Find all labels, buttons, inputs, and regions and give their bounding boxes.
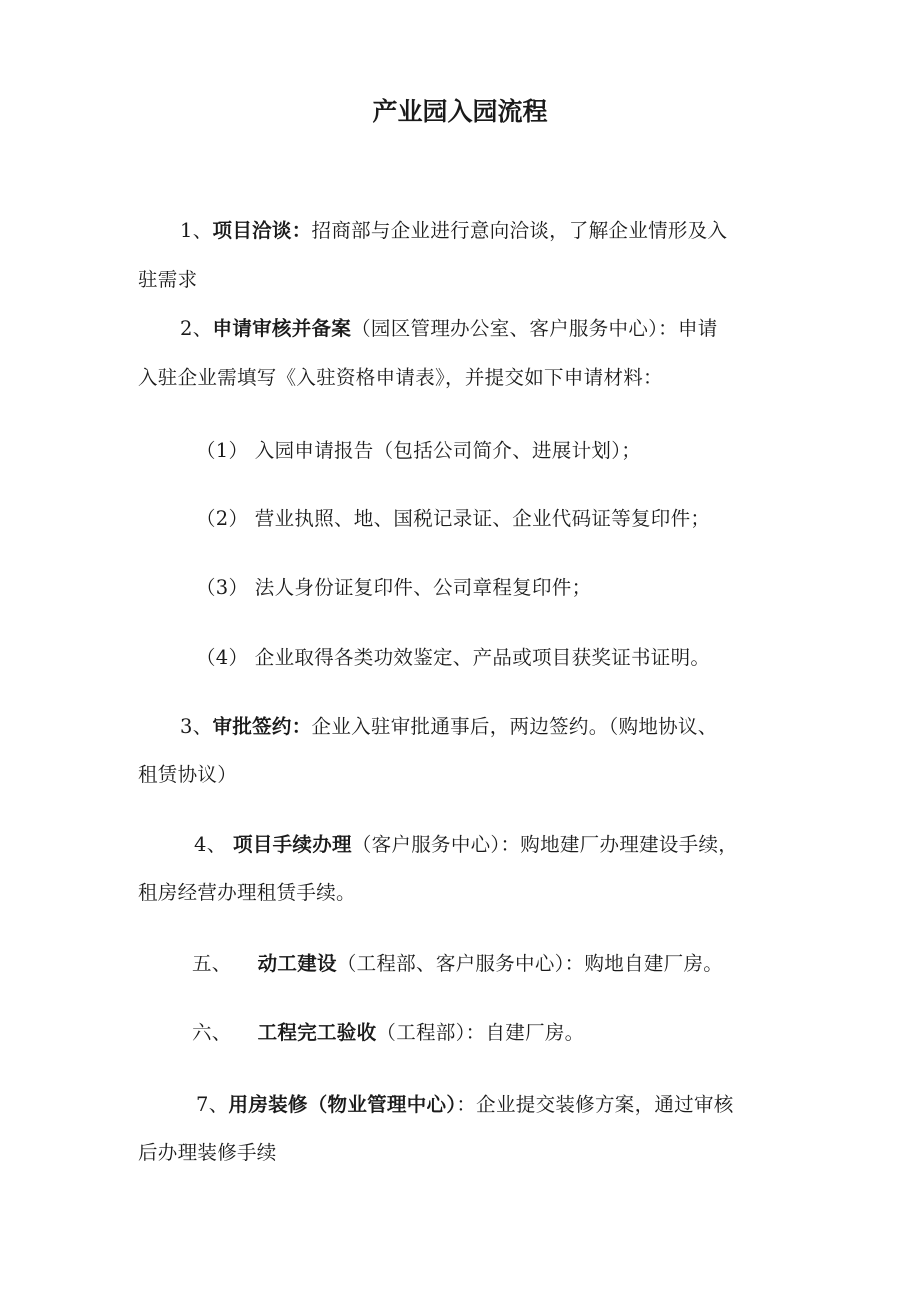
step-4-text: （客户服务中心）：购地建厂办理建设手续， (351, 833, 739, 856)
step-2-text: （园区管理办公室、客户服务中心）：申请 (351, 317, 718, 340)
step-3-line-1 (180, 704, 850, 750)
step-3-heading: 审批签约： (212, 715, 312, 738)
step-5-number: 五、 (192, 952, 258, 975)
step-7-text: ：企业提交装修方案，通过审核 (456, 1093, 734, 1116)
step-2-heading: 申请审核并备案 (212, 317, 352, 340)
step-1-text: 招商部与企业进行意向洽谈，了解企业情形及入 (311, 219, 728, 242)
step-2-line-2: 入驻企业需填写《入驻资格申请表》，并提交如下申请材料： (138, 366, 663, 389)
list-item: （3） 法人身份证复印件、公司章程复印件； (196, 576, 592, 599)
step-7-line-2: 后办理装修手续 (138, 1141, 277, 1164)
step-3-text: 企业入驻审批通事后，两边签约。（购地协议、 (311, 715, 718, 738)
step-5-text: （工程部、客户服务中心）：购地自建厂房。 (336, 952, 724, 975)
page-title: 产业园入园流程 (372, 97, 548, 126)
step-4-number: 4、 (194, 833, 234, 856)
step-6-text: （工程部）：自建厂房。 (376, 1021, 585, 1044)
step-4-heading: 项目手续办理 (233, 833, 352, 856)
step-4-line-1 (194, 822, 864, 868)
step-6-heading: 工程完工验收 (257, 1021, 377, 1044)
step-1-heading: 项目洽谈： (212, 219, 312, 242)
step-1-line-1 (180, 208, 850, 254)
step-1-line-2: 驻需求 (138, 268, 198, 291)
step-7-heading: 用房装修（物业管理中心） (228, 1093, 457, 1116)
step-7-number: 7、 (196, 1093, 229, 1116)
step-4-line-2: 租房经营办理租赁手续。 (138, 881, 356, 904)
step-3-number: 3、 (180, 715, 213, 738)
list-item: （2） 营业执照、地、国税记录证、企业代码证等复印件； (196, 507, 711, 530)
step-3-line-2: 租赁协议） (138, 763, 238, 786)
list-item: （1） 入园申请报告（包括公司简介、进展计划）； (196, 439, 642, 462)
step-6-line-1 (192, 1010, 862, 1056)
step-2-number: 2、 (180, 317, 213, 340)
step-7-line-1 (196, 1082, 866, 1128)
step-2-line-1 (180, 306, 850, 352)
step-1-number: 1、 (180, 219, 213, 242)
step-5-heading: 动工建设 (257, 952, 337, 975)
step-6-number: 六、 (192, 1021, 258, 1044)
list-item: （4） 企业取得各类功效鉴定、产品或项目获奖证书证明。 (196, 646, 711, 669)
step-5-line-1 (192, 941, 862, 987)
